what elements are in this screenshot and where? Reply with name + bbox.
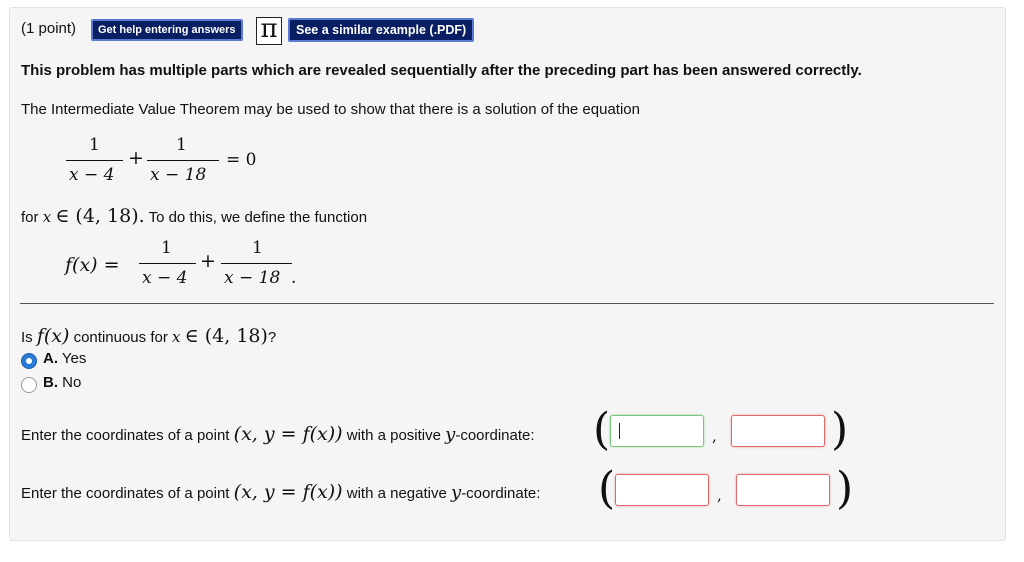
negative-close-paren: ): [836, 463, 854, 514]
option-a-label[interactable]: [43, 350, 86, 367]
domain-suffix: To do this, we define the function: [148, 209, 368, 226]
positive-prefix: Enter the coordinates of a point: [21, 427, 230, 444]
question-end: ?: [267, 329, 277, 346]
eq-rhs: = 0: [226, 150, 257, 170]
positive-point-prompt: [21, 423, 535, 445]
positive-close-paren: ): [831, 404, 849, 455]
domain-interval: ∈ (4, 18).: [55, 205, 145, 227]
option-a-letter: A.: [43, 350, 58, 367]
ivt-statement: The Intermediate Value Theorem may be used to show that there is a solution of the equation: [21, 101, 640, 118]
positive-comma: ,: [712, 427, 717, 445]
sequential-parts-notice: This problem has multiple parts which are revealed sequentially after the preceding part has been answered correctly.: [21, 62, 862, 79]
domain-prefix: for: [21, 209, 39, 226]
negative-point-prompt: [21, 481, 540, 503]
domain-line: [21, 205, 367, 227]
negative-x-input[interactable]: [615, 474, 709, 506]
negative-middle: with a negative: [346, 485, 447, 502]
eq-num2: 1: [176, 135, 187, 155]
negative-suffix: -coordinate:: [461, 485, 541, 502]
divider: [20, 303, 994, 304]
continuity-question: [21, 325, 276, 347]
question-fx: f(x): [36, 325, 70, 347]
option-b-text: No: [62, 374, 82, 391]
point-label: (1 point): [21, 20, 77, 37]
negative-y-input[interactable]: [736, 474, 830, 506]
eq-plus: +: [128, 147, 144, 169]
positive-open-paren: (: [593, 404, 611, 455]
question-var: x: [172, 328, 181, 346]
negative-prefix: Enter the coordinates of a point: [21, 485, 230, 502]
negative-open-paren: (: [598, 463, 616, 514]
eq-frac-bar1: [66, 160, 123, 161]
positive-x-input[interactable]: [610, 415, 704, 447]
positive-math: (x, y = f(x)): [233, 423, 343, 445]
question-middle: continuous for: [73, 329, 168, 346]
fn-den1: x − 4: [142, 268, 188, 288]
get-help-button[interactable]: Get help entering answers: [91, 19, 243, 41]
option-b-label[interactable]: [43, 374, 81, 391]
eq-den2: x − 18: [150, 165, 207, 185]
fn-frac-bar2: [221, 263, 292, 264]
positive-suffix: -coordinate:: [455, 427, 535, 444]
question-prefix: Is: [21, 329, 33, 346]
positive-y-input[interactable]: [731, 415, 825, 447]
fn-den2: x − 18: [224, 268, 281, 288]
fn-frac-bar1: [139, 263, 196, 264]
fn-lhs: f(x) =: [65, 254, 120, 276]
fn-end: .: [291, 268, 297, 288]
negative-y: y: [451, 482, 462, 503]
text-caret: [619, 423, 620, 439]
positive-y: y: [445, 424, 456, 445]
similar-example-button[interactable]: See a similar example (.PDF): [288, 18, 474, 42]
option-a-radio[interactable]: [21, 353, 37, 369]
fn-num2: 1: [252, 238, 263, 258]
negative-comma: ,: [717, 486, 722, 504]
positive-middle: with a positive: [346, 427, 441, 444]
pi-icon[interactable]: π: [256, 17, 282, 45]
negative-math: (x, y = f(x)): [233, 481, 343, 503]
question-interval: ∈ (4, 18): [184, 325, 268, 347]
option-b-letter: B.: [43, 374, 58, 391]
domain-var: x: [42, 208, 52, 226]
option-b-radio[interactable]: [21, 377, 37, 393]
eq-frac-bar2: [147, 160, 219, 161]
option-a-text: Yes: [61, 350, 87, 367]
fn-plus: +: [200, 250, 216, 272]
eq-num1: 1: [89, 135, 100, 155]
fn-num1: 1: [161, 238, 172, 258]
eq-den1: x − 4: [69, 165, 115, 185]
